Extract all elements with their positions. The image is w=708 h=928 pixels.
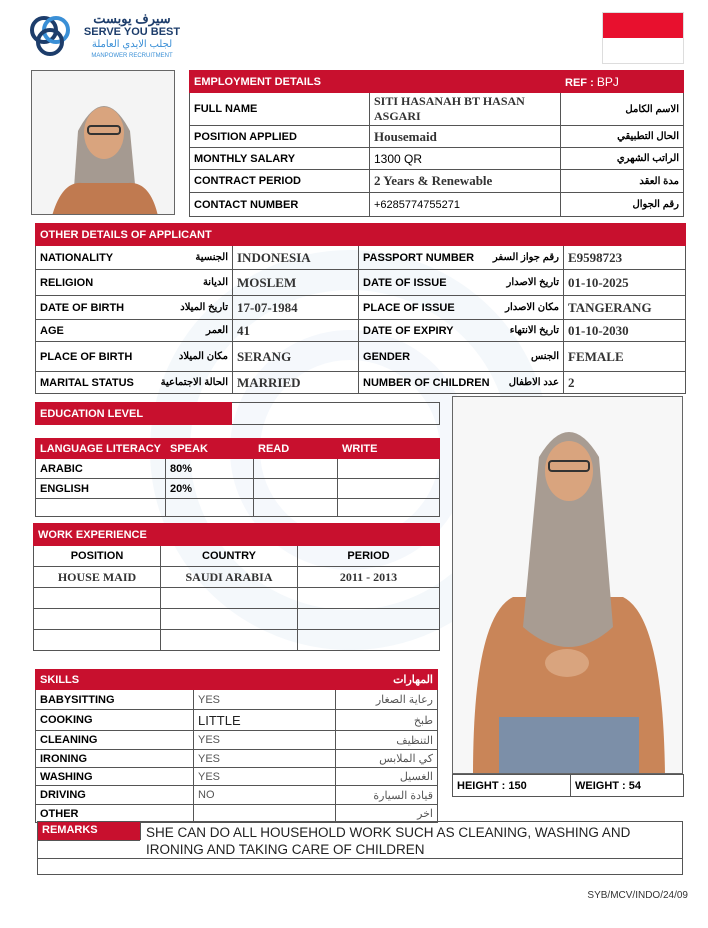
contact-number-label: CONTACT NUMBER	[190, 193, 370, 217]
remarks-box	[37, 821, 683, 875]
weight-value: WEIGHT : 54	[571, 775, 684, 797]
ref-label: REF :	[565, 76, 594, 89]
other-label: RELIGION	[40, 276, 94, 289]
work-experience-title-blank	[298, 524, 440, 546]
other-label-cell	[36, 246, 233, 270]
arabic-read	[254, 459, 338, 479]
indonesia-flag-icon	[602, 12, 684, 64]
english-speak: 20%	[166, 479, 254, 499]
skill-value: YES	[194, 690, 336, 710]
skill-value: YES	[194, 731, 336, 750]
position-applied-value: Housemaid	[370, 126, 561, 148]
full-name-label: FULL NAME	[190, 93, 370, 126]
remarks-title: REMARKS	[38, 822, 140, 840]
monthly-salary-value: 1300 QR	[370, 148, 561, 170]
language-header: LANGUAGE LITERACY	[36, 439, 166, 459]
education-table	[35, 402, 440, 425]
skills-table	[35, 669, 438, 823]
logo-name: SERVE YOU BEST	[83, 26, 181, 38]
skill-value: YES	[194, 750, 336, 768]
education-value	[232, 403, 440, 425]
work-blank	[34, 630, 161, 651]
skill-name: DRIVING	[36, 786, 194, 805]
height-value: HEIGHT : 150	[453, 775, 571, 797]
skills-title: SKILLS	[36, 670, 336, 690]
skill-name: IRONING	[36, 750, 194, 768]
education-title: EDUCATION LEVEL	[36, 403, 232, 425]
language-table	[35, 438, 440, 517]
skill-value: LITTLE	[194, 710, 336, 731]
skill-ar: كي الملابس	[336, 750, 438, 768]
work-blank	[161, 609, 298, 630]
other-value: TANGERANG	[564, 296, 686, 320]
monthly-salary-ar: الراتب الشهري	[561, 148, 684, 170]
other-value: SERANG	[233, 342, 359, 372]
contract-period-value: 2 Years & Renewable	[370, 170, 561, 193]
ref-cell	[561, 71, 684, 93]
language-blank	[254, 499, 338, 517]
full-name-ar: الاسم الكامل	[561, 93, 684, 126]
english-read	[254, 479, 338, 499]
work-experience-table	[33, 523, 440, 651]
other-label-ar: تاريخ الاصدار	[506, 277, 560, 288]
other-label: PASSPORT NUMBER	[363, 251, 475, 264]
other-label-ar: تاريخ الانتهاء	[509, 325, 560, 336]
other-value: E9598723	[564, 246, 686, 270]
monthly-salary-label: MONTHLY SALARY	[190, 148, 370, 170]
employment-details-title: EMPLOYMENT DETAILS	[190, 71, 561, 93]
work-blank	[34, 588, 161, 609]
work-blank	[161, 630, 298, 651]
other-label-ar: الديانة	[202, 277, 228, 288]
contract-period-ar: مدة العقد	[561, 170, 684, 193]
skill-value	[194, 805, 336, 823]
other-value: 17-07-1984	[233, 296, 359, 320]
language-english: ENGLISH	[36, 479, 166, 499]
skill-ar: الغسيل	[336, 768, 438, 786]
other-label-ar: مكان الاصدار	[505, 302, 560, 313]
skill-value: NO	[194, 786, 336, 805]
other-label-cell	[359, 270, 564, 296]
employment-details-table	[189, 70, 684, 217]
other-label-cell	[359, 342, 564, 372]
other-value: MARRIED	[233, 372, 359, 394]
other-label: DATE OF EXPIRY	[363, 324, 454, 337]
other-label-ar: تاريخ الميلاد	[180, 302, 228, 313]
work-country: SAUDI ARABIA	[161, 567, 298, 588]
company-logo	[28, 12, 188, 64]
other-label-ar: الحالة الاجتماعية	[160, 377, 228, 388]
other-value: INDONESIA	[233, 246, 359, 270]
language-blank	[36, 499, 166, 517]
other-label: NUMBER OF CHILDREN	[363, 376, 490, 389]
other-label-ar: رقم جواز السفر	[492, 252, 560, 263]
skill-ar: رعاية الصغار	[336, 690, 438, 710]
work-blank	[161, 588, 298, 609]
other-label-cell	[359, 372, 564, 394]
work-blank	[34, 609, 161, 630]
applicant-photo-small	[31, 70, 175, 215]
other-label-cell	[36, 320, 233, 342]
work-blank	[298, 609, 440, 630]
other-label-cell	[36, 270, 233, 296]
other-value: 2	[564, 372, 686, 394]
skill-value: YES	[194, 768, 336, 786]
skill-ar: اخر	[336, 805, 438, 823]
country-header: COUNTRY	[161, 546, 298, 567]
work-blank	[298, 630, 440, 651]
footer-code: SYB/MCV/INDO/24/09	[587, 890, 688, 901]
other-label-cell	[36, 296, 233, 320]
remarks-divider	[38, 858, 682, 859]
other-label: GENDER	[363, 350, 411, 363]
work-position: HOUSE MAID	[34, 567, 161, 588]
other-label-ar: عدد الاطفال	[508, 377, 560, 388]
work-experience-title: WORK EXPERIENCE	[34, 524, 298, 546]
work-period: 2011 - 2013	[298, 567, 440, 588]
remarks-divider	[38, 840, 140, 841]
skill-name: OTHER	[36, 805, 194, 823]
other-details-title: OTHER DETAILS OF APPLICANT	[36, 224, 359, 246]
read-header: READ	[254, 439, 338, 459]
other-label-ar: مكان الميلاد	[178, 351, 228, 362]
other-value: 01-10-2030	[564, 320, 686, 342]
logo-arabic: سيرف يوبست	[93, 11, 171, 26]
position-applied-label: POSITION APPLIED	[190, 126, 370, 148]
applicant-photo-full	[452, 396, 683, 774]
skill-ar: التنظيف	[336, 731, 438, 750]
other-label-ar: الجنسية	[195, 252, 228, 263]
other-label: PLACE OF BIRTH	[40, 350, 133, 363]
physical-table	[452, 774, 684, 797]
other-details-title-blank	[359, 224, 686, 246]
other-label: DATE OF BIRTH	[40, 301, 125, 314]
other-label-cell	[36, 342, 233, 372]
other-label-cell	[359, 320, 564, 342]
work-blank	[298, 588, 440, 609]
skill-ar: طبخ	[336, 710, 438, 731]
skills-title-ar: المهارات	[336, 670, 438, 690]
english-write	[338, 479, 440, 499]
other-label: DATE OF ISSUE	[363, 276, 447, 289]
skill-name: WASHING	[36, 768, 194, 786]
arabic-speak: 80%	[166, 459, 254, 479]
logo-tagline: MANPOWER RECRUITMENT	[91, 53, 173, 59]
other-value: 41	[233, 320, 359, 342]
other-label-cell	[36, 372, 233, 394]
language-blank	[166, 499, 254, 517]
other-label: MARITAL STATUS	[40, 376, 134, 389]
other-label: NATIONALITY	[40, 251, 114, 264]
other-value: FEMALE	[564, 342, 686, 372]
full-name-value: SITI HASANAH BT HASAN ASGARI	[370, 93, 561, 126]
other-value: 01-10-2025	[564, 270, 686, 296]
remarks-text: SHE CAN DO ALL HOUSEHOLD WORK SUCH AS CLEANING, WASHING AND IRONING AND TAKING CARE OF CHILDREN	[146, 825, 631, 857]
speak-header: SPEAK	[166, 439, 254, 459]
skill-name: CLEANING	[36, 731, 194, 750]
logo-arabic-sub: لجلب الايدي العاملة	[91, 39, 173, 50]
arabic-write	[338, 459, 440, 479]
other-label-cell	[359, 296, 564, 320]
contact-number-ar: رقم الجوال	[561, 193, 684, 217]
language-blank	[338, 499, 440, 517]
skill-ar: قيادة السيارة	[336, 786, 438, 805]
contract-period-label: CONTRACT PERIOD	[190, 170, 370, 193]
skill-name: BABYSITTING	[36, 690, 194, 710]
other-label-ar: الجنس	[530, 351, 560, 362]
position-header: POSITION	[34, 546, 161, 567]
period-header: PERIOD	[298, 546, 440, 567]
contact-number-value: +6285774755271	[370, 193, 561, 217]
position-applied-ar: الحال التطبيقي	[561, 126, 684, 148]
other-details-table	[35, 223, 686, 394]
other-label-cell	[359, 246, 564, 270]
other-label: AGE	[40, 324, 64, 337]
other-label-ar: العمر	[206, 325, 228, 336]
write-header: WRITE	[338, 439, 440, 459]
ref-value: BPJ	[596, 74, 619, 89]
skill-name: COOKING	[36, 710, 194, 731]
remarks-divider	[140, 822, 141, 840]
language-arabic: ARABIC	[36, 459, 166, 479]
logo-emblem-icon	[28, 12, 74, 62]
other-value: MOSLEM	[233, 270, 359, 296]
other-label: PLACE OF ISSUE	[363, 301, 455, 314]
